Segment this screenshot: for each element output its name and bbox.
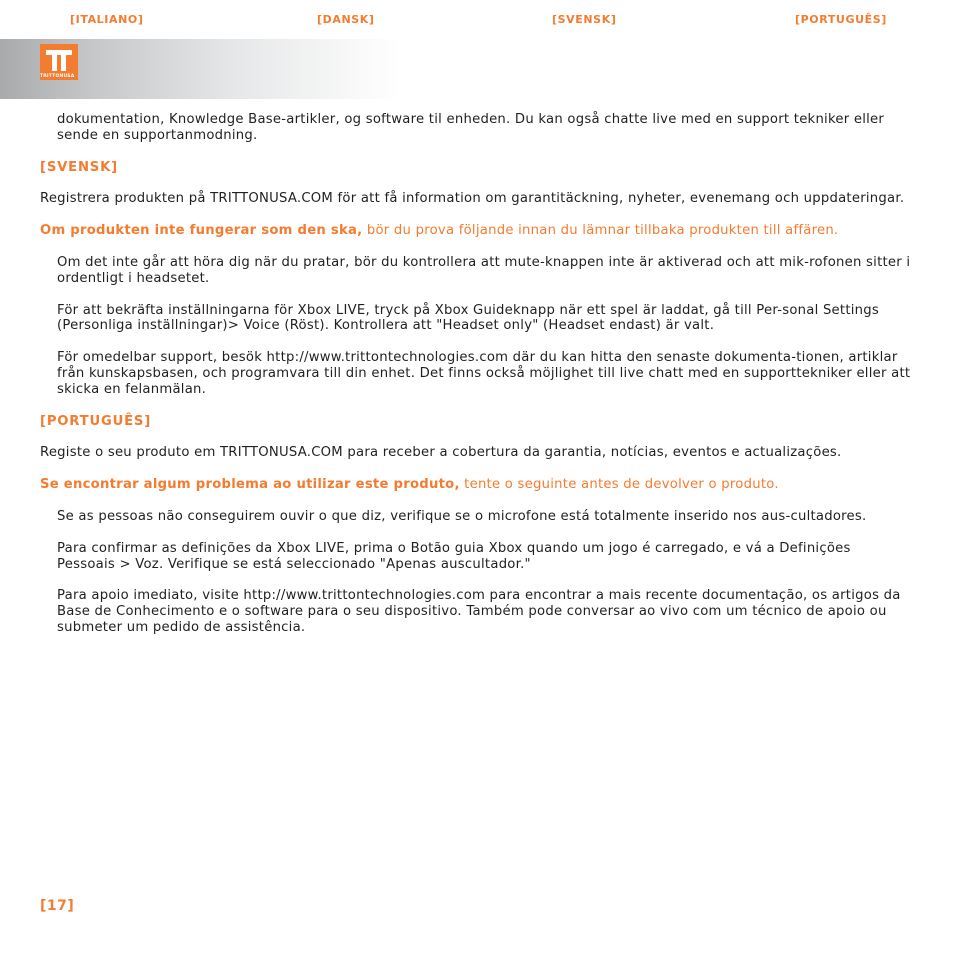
svensk-problem-bold: Om produkten inte fungerar som den ska,	[40, 223, 363, 239]
portugues-problem-bold: Se encontrar algum problema ao utilizar este produto,	[40, 477, 460, 493]
portugues-tip-2: Para confirmar as definições da Xbox LIVE, prima o Botão guia Xbox quando um jogo é carregado, e vá a Definições Pessoais > Voz. Verifique se está seleccionado "Apenas auscultador."	[57, 540, 851, 572]
svensk-tip-3: För omedelbar support, besök http://www.trittontechnologies.com där du kan hitta den senaste dokumenta-tionen, artiklar från kunskapsbasen, och programvara till din enhet. Det finns också möjlighet till live chatt med en supporttekniker eller att skicka en felanmälan.	[57, 350, 911, 397]
section-heading-portugues: [PORTUGUÊS]	[40, 413, 152, 429]
nav-link-svensk[interactable]: [SVENSK]	[552, 13, 617, 26]
page-number: [17]	[40, 898, 75, 914]
portugues-tip-1: Se as pessoas não conseguirem ouvir o que diz, verifique se o microfone está totalmente inserido nos aus-cultadores.	[57, 508, 867, 524]
nav-link-dansk[interactable]: [DANSK]	[317, 13, 375, 26]
svensk-tip-1: Om det inte går att höra dig när du pratar, bör du kontrollera att mute-knappen inte är aktiverad och att mik-rofonen sitter i ordentligt i headsetet.	[57, 254, 911, 286]
manual-content	[40, 112, 912, 636]
portugues-problem-rest: tente o seguinte antes de devolver o produto.	[459, 477, 779, 493]
svensk-tip-2: För att bekräfta inställningarna för Xbox LIVE, tryck på Xbox Guideknapp när ett spel är laddat, gå till Per-sonal Settings (Personliga inställningar)> Voice (Röst). Kontrollera att "Headset only" (Headset endast) är valt.	[57, 302, 880, 334]
svensk-register-text: Registrera produkten på TRITTONUSA.COM för att få information om garantitäckning, nyheter, evenemang och uppdateringar.	[40, 191, 905, 207]
danish-tail-paragraph: dokumentation, Knowledge Base-artikler, og software til enheden. Du kan også chatte live med en support tekniker eller sende en supportanmodning.	[57, 112, 885, 143]
svensk-problem-rest: bör du prova följande innan du lämnar tillbaka produkten till affären.	[362, 223, 839, 239]
nav-link-portugues[interactable]: [PORTUGUÊS]	[795, 13, 887, 26]
nav-link-italiano[interactable]: [ITALIANO]	[70, 13, 144, 26]
language-nav	[0, 13, 954, 29]
portugues-problem-intro	[40, 477, 912, 493]
portugues-register-text: Registe o seu produto em TRITTONUSA.COM para receber a cobertura da garantia, notícias, eventos e actualizações.	[40, 445, 842, 461]
portugues-tip-3: Para apoio imediato, visite http://www.trittontechnologies.com para encontrar a mais recente documentação, os artigos da Base de Conhecimento e o software para o seu dispositivo. Também pode conversar ao vivo com um técnico de apoio ou submeter um pedido de assistência.	[57, 588, 901, 635]
logo-wordmark: TRITTONUSA	[40, 74, 75, 79]
section-heading-svensk: [SVENSK]	[40, 159, 118, 175]
svensk-problem-intro	[40, 223, 912, 239]
